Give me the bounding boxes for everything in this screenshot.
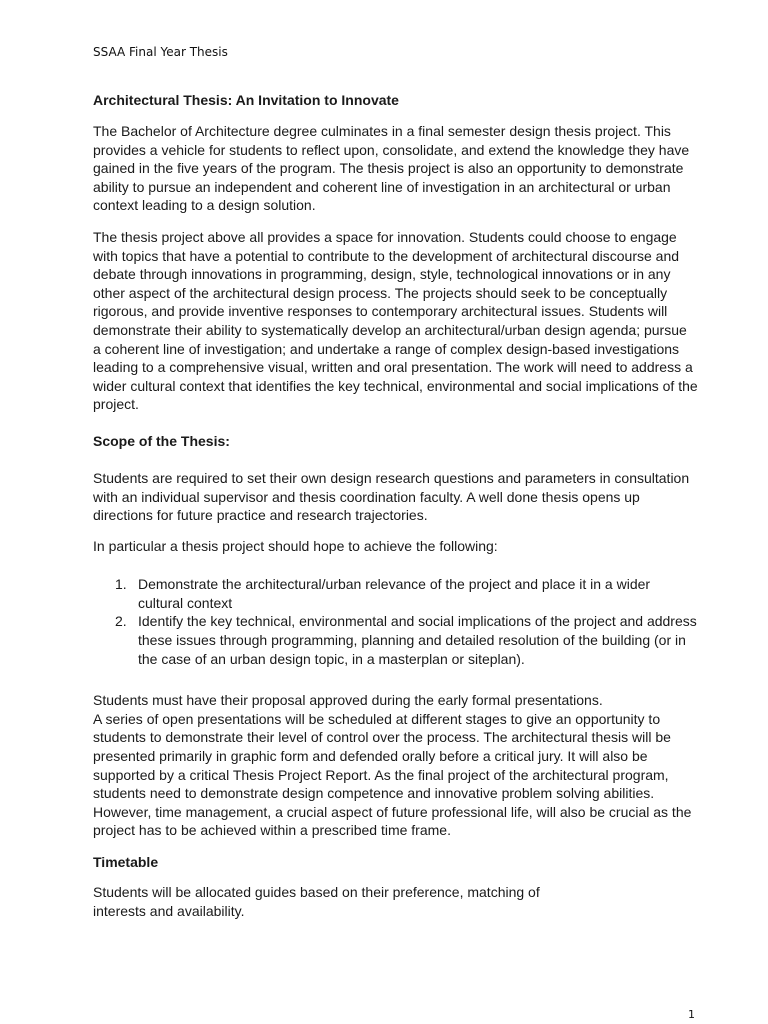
timetable-paragraph: Students will be allocated guides based on their preference, matching of interests and availability. bbox=[93, 884, 540, 919]
scope-heading: Scope of the Thesis: bbox=[93, 432, 230, 449]
presentations-paragraph: A series of open presentations will be scheduled at different stages to give an opportunity to students to demonstrate their level of control over the process. The architectural thesis will be presented primarily in graphic form and defended orally before a critical jury. It will also be supported by a critical Thesis Project Report. As the final project of the architectural program, students need to demonstrate design competence and innovative problem solving abilities. However, time management, a crucial aspect of future professional life, will also be crucial as the project has to be achieved within a prescribed time frame. bbox=[93, 710, 692, 839]
intro-paragraph: The Bachelor of Architecture degree culminates in a final semester design thesis project. This provides a vehicle for students to reflect upon, consolidate, and extend the knowledge they have gained in the five years of the program. The thesis project is also an opportunity to demonstrate ability to pursue an independent and coherent line of investigation in an architectural or urban context leading to a design solution. bbox=[93, 123, 690, 214]
running-header: SSAA Final Year Thesis bbox=[93, 45, 228, 59]
document-title: Architectural Thesis: An Invitation to Innovate bbox=[93, 92, 399, 108]
scope-lead: In particular a thesis project should hope to achieve the following: bbox=[93, 537, 498, 554]
proposal-paragraph: Students must have their proposal approved during the early formal presentations. bbox=[93, 692, 603, 709]
goals-list bbox=[93, 575, 698, 668]
innovation-paragraph: The thesis project above all provides a space for innovation. Students could choose to engage with topics that have a potential to contribute to the development of architectural discourse and debate through innovations in programming, design, style, technological innovations or in any other aspect of the architectural design process. The projects should seek to be conceptually rigorous, and provide inventive responses to contemporary architectural issues. Students will demonstrate their ability to systematically develop an architectural/urban design agenda; pursue a coherent line of investigation; and undertake a range of complex design-based investigations leading to a comprehensive visual, written and oral presentation. The work will need to address a wider cultural context that identifies the key technical, environmental and social implications of the project. bbox=[93, 228, 698, 413]
list-item: Demonstrate the architectural/urban relevance of the project and place it in a wider cultural context bbox=[138, 576, 651, 611]
page-number: 1 bbox=[688, 1008, 695, 1021]
timetable-heading: Timetable bbox=[93, 854, 159, 870]
scope-paragraph: Students are required to set their own design research questions and parameters in consultation with an individual supervisor and thesis coordination faculty. A well done thesis opens up directions for future practice and research trajectories. bbox=[93, 469, 690, 524]
document-body bbox=[93, 91, 698, 920]
list-item: Identify the key technical, environmental and social implications of the project and address these issues through programming, planning and detailed resolution of the building (or in the case of an urban design topic, in a masterplan or siteplan). bbox=[138, 613, 697, 667]
